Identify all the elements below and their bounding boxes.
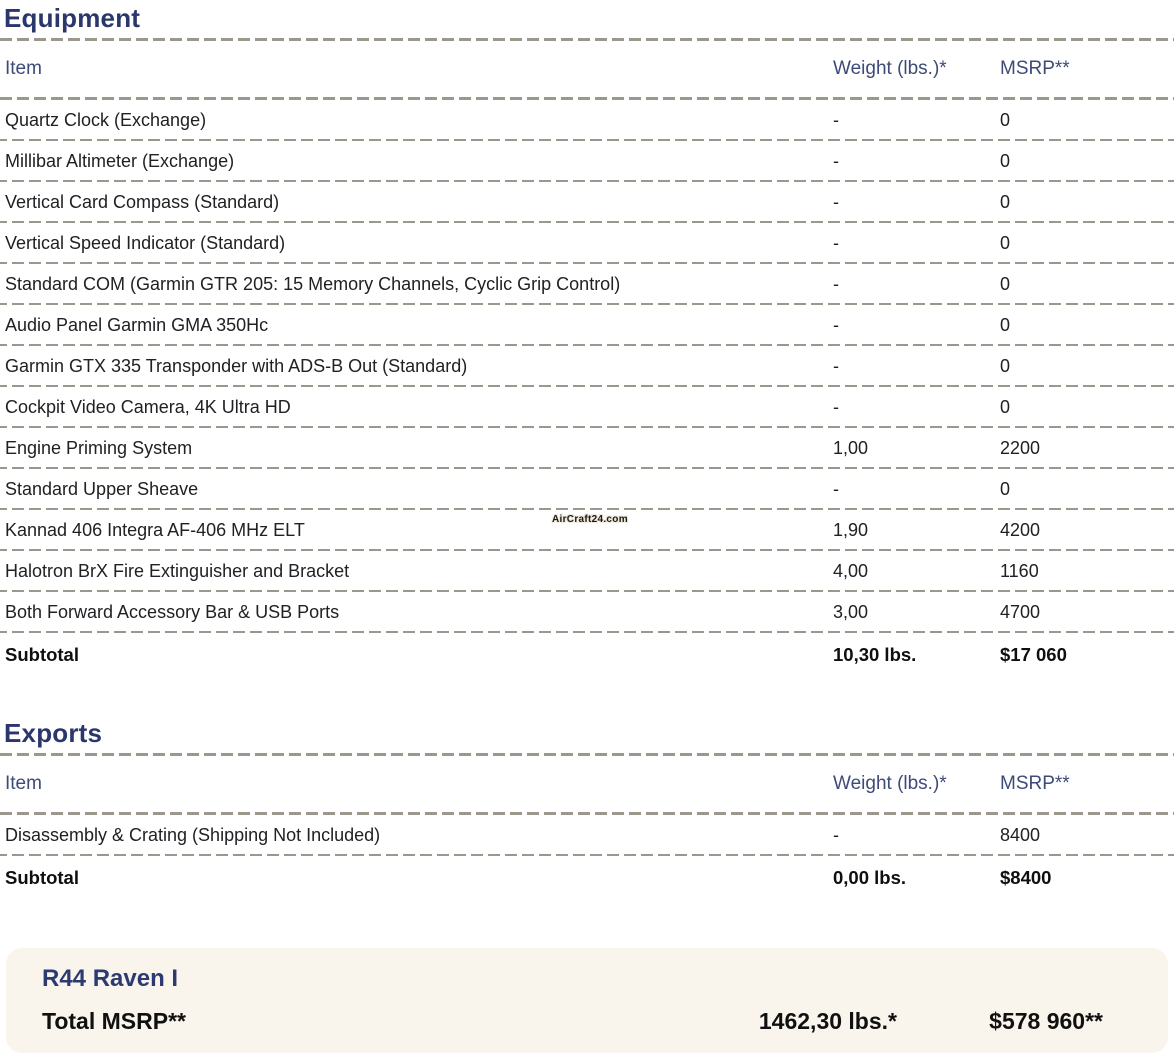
table-row xyxy=(0,510,1174,551)
subtotal-label: Subtotal xyxy=(5,643,79,665)
item-cell: Kannad 406 Integra AF-406 MHz ELT xyxy=(5,520,305,540)
table-row xyxy=(0,428,1174,469)
msrp-cell: 8400 xyxy=(1000,825,1041,845)
msrp-cell: 0 xyxy=(1000,151,1011,171)
table-row xyxy=(0,592,1174,633)
table-row xyxy=(0,387,1174,428)
weight-cell: - xyxy=(833,825,839,845)
item-cell: Quartz Clock (Exchange) xyxy=(5,110,207,130)
item-cell: Vertical Speed Indicator (Standard) xyxy=(5,233,286,253)
weight-cell: 3,00 xyxy=(833,602,869,622)
table-row xyxy=(0,182,1174,223)
total-msrp: $578 960** xyxy=(989,1008,1103,1034)
item-cell: Garmin GTX 335 Transponder with ADS-B Out (Standard) xyxy=(5,356,468,376)
table-row xyxy=(0,469,1174,510)
table-row xyxy=(0,815,1174,856)
column-header-weight: Weight (lbs.)* xyxy=(833,58,947,79)
subtotal-weight: 0,00 lbs. xyxy=(833,866,907,888)
msrp-cell: 4700 xyxy=(1000,602,1041,622)
msrp-cell: 0 xyxy=(1000,192,1011,212)
item-cell: Both Forward Accessory Bar & USB Ports xyxy=(5,602,340,622)
item-cell: Engine Priming System xyxy=(5,438,193,458)
msrp-cell: 0 xyxy=(1000,233,1011,253)
weight-cell: - xyxy=(833,397,839,417)
item-cell: Audio Panel Garmin GMA 350Hc xyxy=(5,315,269,335)
table-row xyxy=(0,264,1174,305)
total-summary-card xyxy=(6,948,1168,1053)
site-watermark: AirCraft24.com xyxy=(552,514,628,525)
subtotal-weight: 10,30 lbs. xyxy=(833,643,917,665)
item-cell: Vertical Card Compass (Standard) xyxy=(5,192,280,212)
total-weight: 1462,30 lbs.* xyxy=(758,1008,897,1034)
section-title: Equipment xyxy=(4,3,141,33)
item-cell: Standard COM (Garmin GTR 205: 15 Memory Channels, Cyclic Grip Control) xyxy=(5,274,621,294)
weight-cell: - xyxy=(833,233,839,253)
item-cell: Standard Upper Sheave xyxy=(5,479,199,499)
subtotal-row xyxy=(0,856,1174,899)
table-row xyxy=(0,223,1174,264)
msrp-cell: 0 xyxy=(1000,397,1011,417)
item-cell: Millibar Altimeter (Exchange) xyxy=(5,151,235,171)
weight-cell: - xyxy=(833,192,839,212)
subtotal-label: Subtotal xyxy=(5,866,79,888)
item-cell: Halotron BrX Fire Extinguisher and Bracket xyxy=(5,561,350,581)
weight-cell: 1,00 xyxy=(833,438,869,458)
table-header-row xyxy=(0,756,1174,812)
weight-cell: - xyxy=(833,479,839,499)
column-header-weight: Weight (lbs.)* xyxy=(833,773,947,794)
msrp-cell: 1160 xyxy=(1000,561,1039,581)
msrp-cell: 0 xyxy=(1000,274,1011,294)
weight-cell: - xyxy=(833,274,839,294)
item-cell: Disassembly & Crating (Shipping Not Included) xyxy=(5,825,381,845)
section-title: Exports xyxy=(4,718,103,748)
total-row xyxy=(42,1008,1103,1034)
weight-cell: - xyxy=(833,315,839,335)
subtotal-msrp: $17 060 xyxy=(1000,643,1067,665)
model-name: R44 Raven I xyxy=(42,965,179,992)
table-row xyxy=(0,100,1174,141)
weight-cell: 1,90 xyxy=(833,520,869,540)
weight-cell: 4,00 xyxy=(833,561,869,581)
msrp-cell: 0 xyxy=(1000,110,1011,130)
weight-cell: - xyxy=(833,356,839,376)
msrp-cell: 4200 xyxy=(1000,520,1041,540)
subtotal-row xyxy=(0,633,1174,676)
total-label: Total MSRP** xyxy=(42,1008,186,1034)
table-row xyxy=(0,346,1174,387)
weight-cell: - xyxy=(833,151,839,171)
column-header-item: Item xyxy=(5,773,42,794)
weight-cell: - xyxy=(833,110,839,130)
column-header-msrp: MSRP** xyxy=(1000,773,1070,794)
msrp-cell: 0 xyxy=(1000,315,1011,335)
table-header-row xyxy=(0,41,1174,97)
table-row xyxy=(0,305,1174,346)
msrp-cell: 2200 xyxy=(1000,438,1041,458)
table-row xyxy=(0,141,1174,182)
item-cell: Cockpit Video Camera, 4K Ultra HD xyxy=(5,397,291,417)
section-exports xyxy=(0,715,1174,899)
table-body xyxy=(0,815,1174,856)
column-header-msrp: MSRP** xyxy=(1000,58,1070,79)
table-row xyxy=(0,551,1174,592)
column-header-item: Item xyxy=(5,58,42,79)
table-body xyxy=(0,100,1174,633)
subtotal-msrp: $8400 xyxy=(1000,866,1052,888)
msrp-cell: 0 xyxy=(1000,356,1011,376)
msrp-cell: 0 xyxy=(1000,479,1011,499)
